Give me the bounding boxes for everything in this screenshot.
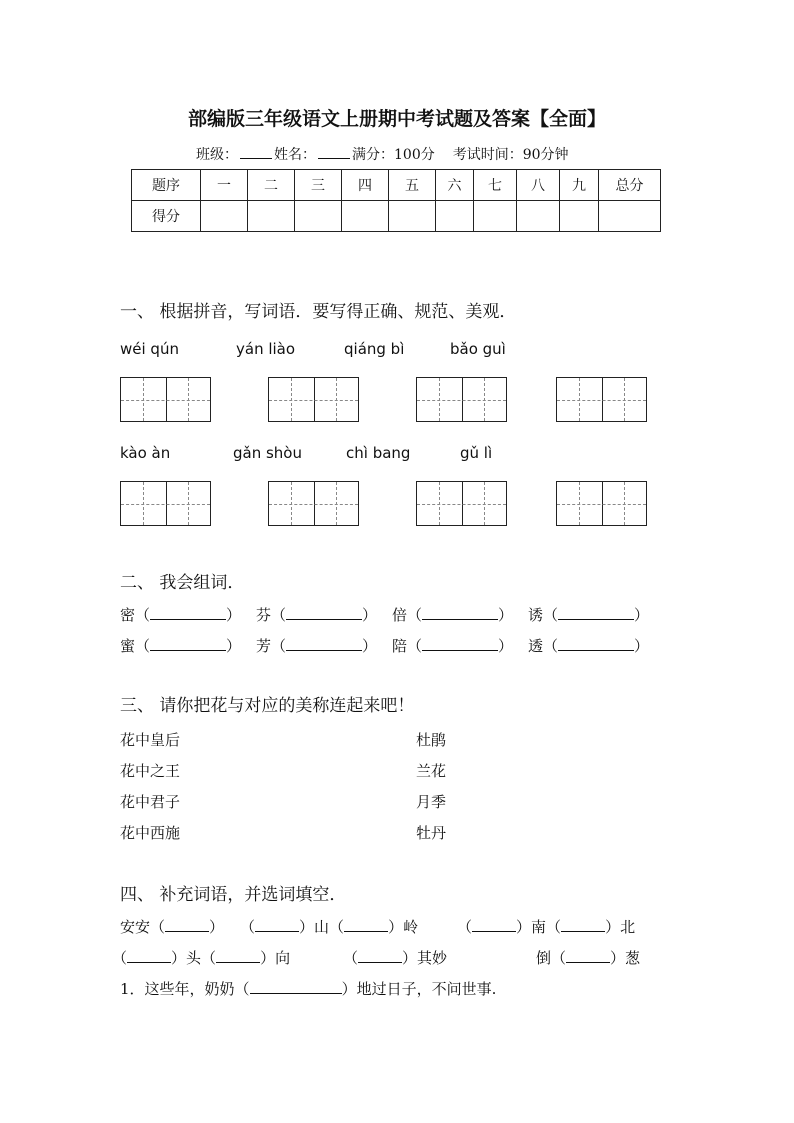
score-header-cell: 八 <box>517 170 560 201</box>
idiom-fill: （ ）南（ ）北 <box>457 918 636 936</box>
answer-blank[interactable] <box>422 605 498 620</box>
score-header-cell: 题序 <box>132 170 201 201</box>
idiom-fill: （ ）其妙 <box>343 949 448 967</box>
answer-blank[interactable] <box>127 948 171 963</box>
compound-item: 诱（ ） <box>528 606 650 624</box>
answer-blank[interactable] <box>558 636 634 651</box>
pinyin-label: qiáng bì <box>344 340 405 358</box>
section1-title: 一、 根据拼音，写词语．要写得正确、规范、美观． <box>120 302 517 322</box>
compound-item: 密（ ） <box>120 606 242 624</box>
writing-grid[interactable] <box>416 377 507 422</box>
score-cell[interactable] <box>201 201 248 232</box>
compound-item: 陪（ ） <box>392 637 514 655</box>
section4-title: 四、 补充词语，并选词填空． <box>120 885 347 905</box>
flower-title[interactable]: 花中西施 <box>120 824 181 842</box>
flower-title[interactable]: 花中君子 <box>120 793 181 811</box>
answer-blank[interactable] <box>165 917 209 932</box>
writing-grid[interactable] <box>268 481 359 526</box>
flower-name[interactable]: 牡丹 <box>416 824 447 842</box>
score-header-cell: 二 <box>248 170 295 201</box>
score-cell[interactable] <box>517 201 560 232</box>
score-cell[interactable] <box>474 201 517 232</box>
pinyin-label: kào àn <box>120 444 171 462</box>
idiom-fill: （ ）头（ ）向 <box>112 949 291 967</box>
answer-blank[interactable] <box>344 917 388 932</box>
writing-grid[interactable] <box>556 481 647 526</box>
score-header-cell: 一 <box>201 170 248 201</box>
pinyin-label: chì bang <box>346 444 411 462</box>
class-blank[interactable] <box>240 146 272 159</box>
idiom-fill: 倒（ ）葱 <box>536 949 641 967</box>
class-label: 班级： <box>196 147 238 163</box>
exam-time: 考试时间：90分钟 <box>452 147 569 163</box>
score-cell[interactable] <box>342 201 389 232</box>
section2-title: 二、 我会组词． <box>120 573 245 593</box>
answer-blank[interactable] <box>561 917 605 932</box>
flower-name[interactable]: 兰花 <box>416 762 447 780</box>
score-cell[interactable] <box>248 201 295 232</box>
section3-title: 三、 请你把花与对应的美称连起来吧！ <box>120 696 415 716</box>
compound-item: 芬（ ） <box>256 606 378 624</box>
answer-blank[interactable] <box>216 948 260 963</box>
pinyin-label: yán liào <box>236 340 296 358</box>
score-cell[interactable] <box>560 201 599 232</box>
compound-item: 倍（ ） <box>392 606 514 624</box>
score-row-label: 得分 <box>132 201 201 232</box>
full-score: 满分：100分 <box>352 147 435 163</box>
idiom-fill: （ ）山（ ）岭 <box>240 918 419 936</box>
name-label: 姓名： <box>274 147 316 163</box>
name-blank[interactable] <box>318 146 350 159</box>
score-table-score-row <box>132 201 661 232</box>
answer-blank[interactable] <box>255 917 299 932</box>
score-header-cell: 九 <box>560 170 599 201</box>
pinyin-label: bǎo guì <box>450 340 506 358</box>
score-header-cell: 五 <box>389 170 436 201</box>
writing-grid[interactable] <box>556 377 647 422</box>
score-header-cell: 总分 <box>599 170 661 201</box>
flower-name[interactable]: 月季 <box>416 793 447 811</box>
score-header-cell: 六 <box>436 170 474 201</box>
page-title: 部编版三年级语文上册期中考试题及答案【全面】 <box>187 108 606 130</box>
writing-grid[interactable] <box>120 377 211 422</box>
answer-blank[interactable] <box>558 605 634 620</box>
answer-blank[interactable] <box>250 979 342 994</box>
compound-item: 透（ ） <box>528 637 650 655</box>
compound-item: 芳（ ） <box>256 637 378 655</box>
idiom-fill: 安安（ ） <box>120 918 225 936</box>
pinyin-label: gǎn shòu <box>233 444 302 462</box>
compound-item: 蜜（ ） <box>120 637 242 655</box>
score-cell[interactable] <box>295 201 342 232</box>
writing-grid[interactable] <box>120 481 211 526</box>
pinyin-label: gǔ lì <box>460 444 493 462</box>
flower-name[interactable]: 杜鹃 <box>416 731 447 749</box>
exam-info <box>196 144 569 164</box>
writing-grid[interactable] <box>268 377 359 422</box>
answer-blank[interactable] <box>150 605 226 620</box>
score-table-header-row <box>132 170 661 201</box>
answer-blank[interactable] <box>422 636 498 651</box>
score-cell[interactable] <box>436 201 474 232</box>
flower-title[interactable]: 花中之王 <box>120 762 181 780</box>
flower-title[interactable]: 花中皇后 <box>120 731 181 749</box>
score-table <box>131 169 661 232</box>
answer-blank[interactable] <box>286 636 362 651</box>
answer-blank[interactable] <box>472 917 516 932</box>
score-header-cell: 三 <box>295 170 342 201</box>
writing-grid[interactable] <box>416 481 507 526</box>
score-cell[interactable] <box>599 201 661 232</box>
score-header-cell: 七 <box>474 170 517 201</box>
answer-blank[interactable] <box>358 948 402 963</box>
pinyin-label: wéi qún <box>120 340 179 358</box>
fill-sentence: 1．这些年，奶奶（ ）地过日子，不问世事. <box>120 980 497 998</box>
answer-blank[interactable] <box>566 948 610 963</box>
score-cell[interactable] <box>389 201 436 232</box>
score-header-cell: 四 <box>342 170 389 201</box>
answer-blank[interactable] <box>286 605 362 620</box>
answer-blank[interactable] <box>150 636 226 651</box>
